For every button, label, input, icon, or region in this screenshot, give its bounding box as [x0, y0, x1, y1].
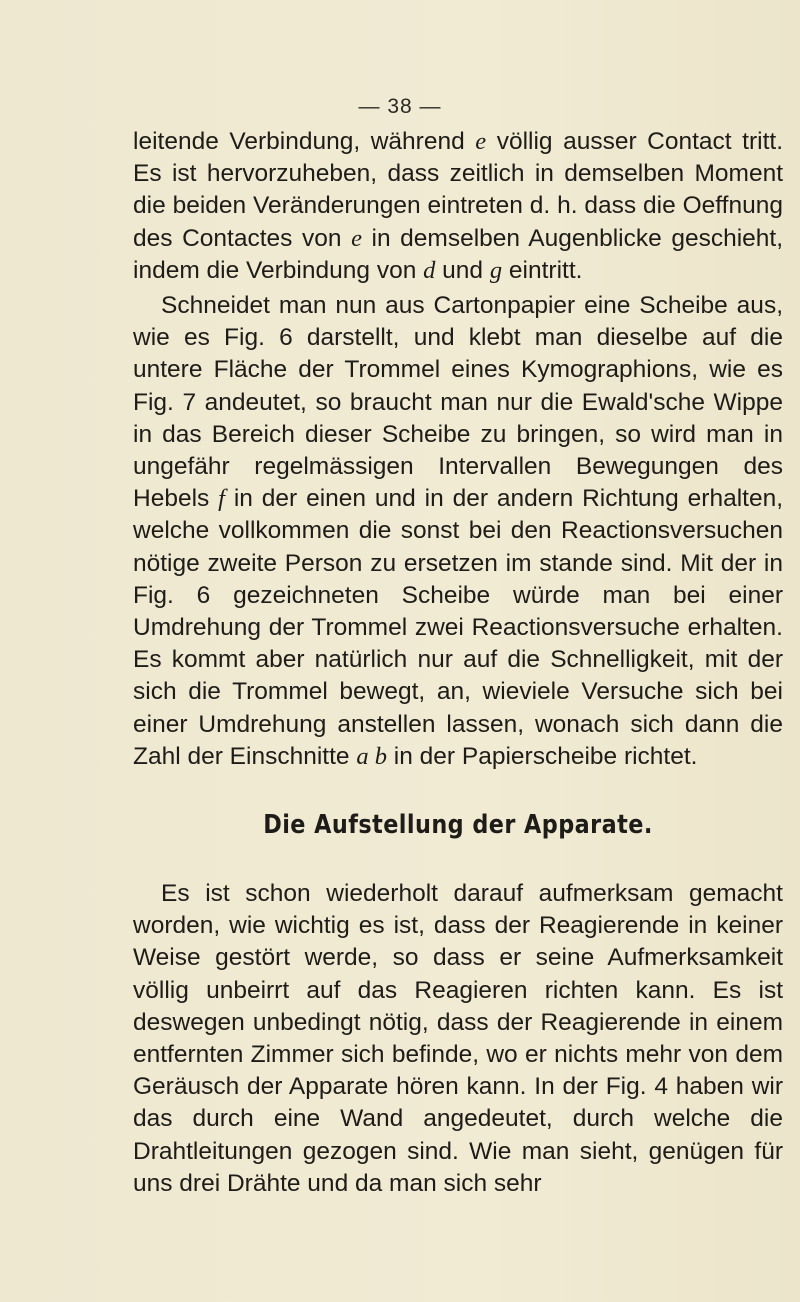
text: in demselben Augenblicke geschieht, indem die Verbindung von [133, 224, 784, 284]
text: eintritt. [502, 256, 583, 284]
var-g: g [489, 256, 503, 284]
text: leitende Verbindung, während [133, 128, 476, 155]
var-e: e [475, 128, 487, 155]
paragraph-3 [133, 878, 783, 1200]
paragraph-2 [133, 290, 783, 773]
paragraph-1 [133, 126, 783, 287]
text: in der einen und in der andern Richtung erhalten, welche vollkommen die sonst bei den Reactionsversuchen nötige zweite Person zu ersetzen im stande sind. Mit der in Fig. 6 gezeichneten Scheibe würde man bei einer Umdrehung der Trommel zwei Reactionsversuche erhalten. Es kommt aber natürlich nur auf die Schnelligkeit, mit der sich die Trommel bewegt, an, wieviele Versuche sich bei einer Umdrehung anstellen lassen, wonach sich dann die Zahl der Einschnitte [133, 485, 784, 770]
var-d: d [423, 256, 436, 284]
var-e: e [351, 224, 362, 252]
text: Schneidet man nun aus Cartonpapier eine Scheibe aus, wie es Fig. 6 darstellt, und klebt man dieselbe auf die untere Fläche der Trommel eines Kymographions, wie es Fig. 7 andeutet, so braucht man nur die Ewald'sche Wippe in das Bereich dieser Scheibe zu bringen, so wird man in ungefähr regelmässigen Intervallen Bewegungen des Hebels [133, 292, 783, 513]
text: in der Papierscheibe richtet. [386, 742, 698, 770]
text: Es ist schon wiederholt darauf aufmerksam gemacht worden, wie wichtig es ist, dass der Reagierende in keiner Weise gestört werde, so dass er seine Aufmerksamkeit völlig unbeirrt auf das Reagieren richten kann. Es ist deswegen unbedingt nötig, dass der Reagierende in einem entfernten Zimmer sich befinde, wo er nichts mehr von dem Geräusch der Apparate hören kann. In der Fig. 4 haben wir das durch eine Wand angedeutet, durch welche die Drahtleitungen gezogen sind. Wie man sieht, genügen für uns drei Drähte und da man sich sehr [133, 880, 783, 1197]
section-heading: Die Aufstellung der Apparate. [263, 810, 653, 840]
page-number: — 38 — [358, 95, 442, 118]
text: und [435, 256, 490, 284]
var-f: f [218, 485, 225, 513]
text: völlig ausser Contact tritt. Es ist hervorzuheben, dass zeitlich in demselben Moment die beiden Veränderungen eintreten d. h. dass die Oeffnung des Contactes von [133, 128, 783, 252]
var-ab: a b [356, 742, 387, 770]
